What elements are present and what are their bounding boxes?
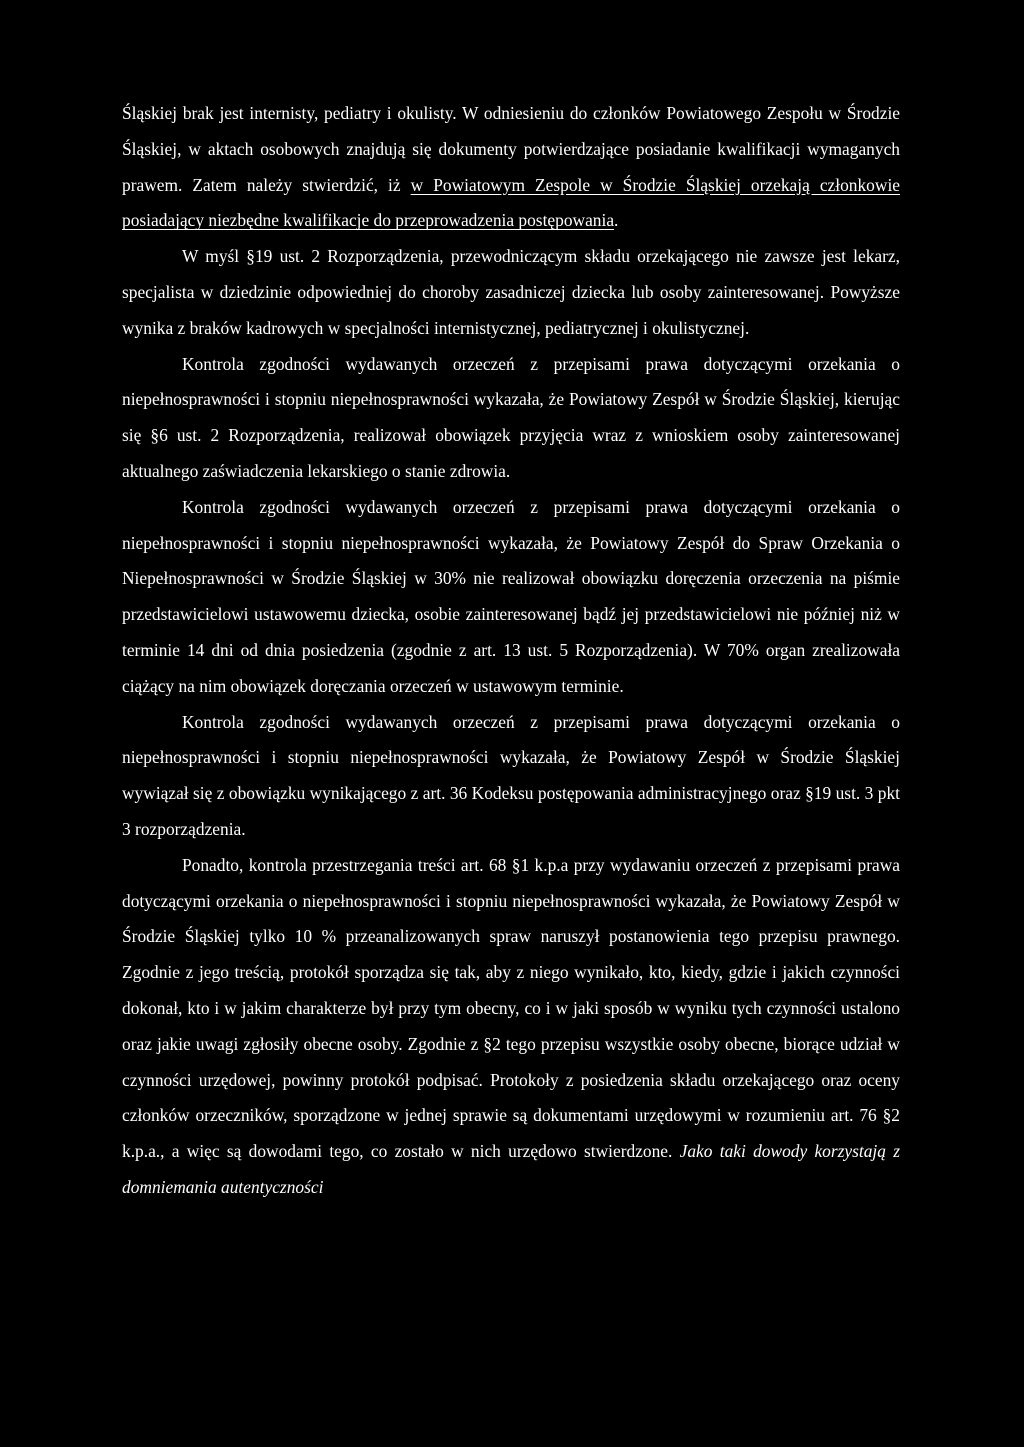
- paragraph-delivery-deadline: [122, 490, 900, 705]
- document-body: [122, 96, 900, 1206]
- paragraph-chairman: [122, 239, 900, 346]
- paragraph-span: W myśl §19 ust. 2 Rozporządzenia, przewodniczącym składu orzekającego nie zawsze jest lekarz, specjalista w dziedzinie odpowiedniej do choroby zasadniczej dziecka lub osoby zainteresowanej. Powyższe wynika z braków kadrowych w specjalności internistycznej, pediatrycznej i okulistycznej.: [122, 246, 900, 338]
- paragraph-span: Kontrola zgodności wydawanych orzeczeń z przepisami prawa dotyczącymi orzekania o niepełnosprawności i stopniu niepełnosprawności wykazała, że Powiatowy Zespół w Środzie Śląskiej, kierując się §6 ust. 2 Rozporządzenia, realizował obowiązek przyjęcia wraz z wnioskiem osoby zainteresowanej aktualnego zaświadczenia lekarskiego o stanie zdrowia.: [122, 353, 900, 481]
- underlined-conclusion: w Powiatowym Zespole w Środzie Śląskiej orzekają członkowie posiadający niezbędne kwalifikacje do przeprowadzenia postępowania: [122, 174, 900, 231]
- paragraph-kpa-art36: [122, 705, 900, 848]
- paragraph-span: Kontrola zgodności wydawanych orzeczeń z przepisami prawa dotyczącymi orzekania o niepełnosprawności i stopniu niepełnosprawności wykazała, że Powiatowy Zespół w Środzie Śląskiej wywiązał się z obowiązku wynikającego z art. 36 Kodeksu postępowania administracyjnego oraz §19 ust. 3 pkt 3 rozporządzenia.: [122, 711, 900, 839]
- paragraph-span: Kontrola zgodności wydawanych orzeczeń z przepisami prawa dotyczącymi orzekania o niepełnosprawności i stopniu niepełnosprawności wykazała, że Powiatowy Zespół do Spraw Orzekania o Niepełnosprawności w Środzie Śląskiej w 30% nie realizował obowiązku doręczenia orzeczenia na piśmie przedstawicielowi ustawowemu dziecka, osobie zainteresowanej bądź jej przedstawicielowi nie później niż w terminie 14 dni od dnia posiedzenia (zgodnie z art. 13 ust. 5 Rozporządzenia). W 70% organ zrealizowała ciążący na nim obowiązek doręczania orzeczeń w ustawowym terminie.: [122, 496, 900, 696]
- paragraph-span: Śląskiej brak jest internisty, pediatry i okulisty. W odniesieniu do członków Powiatowego Zespołu w Środzie Śląskiej, w aktach osobowych znajdują się dokumenty potwierdzające posiadanie kwalifikacji wymaganych prawem. Zatem należy stwierdzić, iż: [122, 103, 900, 195]
- paragraph-span: .: [614, 210, 619, 231]
- paragraph-kpa-art68: [122, 848, 900, 1206]
- paragraph-qualifications: [122, 96, 900, 239]
- paragraph-medical-certificate: [122, 347, 900, 490]
- italic-remark: Jako taki dowody korzystają z domniemania autentyczności: [122, 1141, 900, 1197]
- paragraph-span: Ponadto, kontrola przestrzegania treści art. 68 §1 k.p.a przy wydawaniu orzeczeń z przepisami prawa dotyczącymi orzekania o niepełnosprawności i stopniu niepełnosprawności wykazała, że Powiatowy Zespół w Środzie Śląskiej tylko 10 % przeanalizowanych spraw naruszył postanowienia tego przepisu prawnego. Zgodnie z jego treścią, protokół sporządza się tak, aby z niego wynikało, kto, kiedy, gdzie i jakich czynności dokonał, kto i w jakim charakterze był przy tym obecny, co i w jaki sposób w wyniku tych czynności ustalono oraz jakie uwagi zgłosiły obecne osoby. Zgodnie z §2 tego przepisu wszystkie osoby obecne, biorące udział w czynności urzędowej, powinny protokół podpisać. Protokoły z posiedzenia składu orzekającego oraz oceny członków orzeczników, sporządzone w jednej sprawie są dokumentami urzędowymi w rozumieniu art. 76 §2 k.p.a., a więc są dowodami tego, co zostało w nich urzędowo stwierdzone.: [122, 854, 900, 1162]
